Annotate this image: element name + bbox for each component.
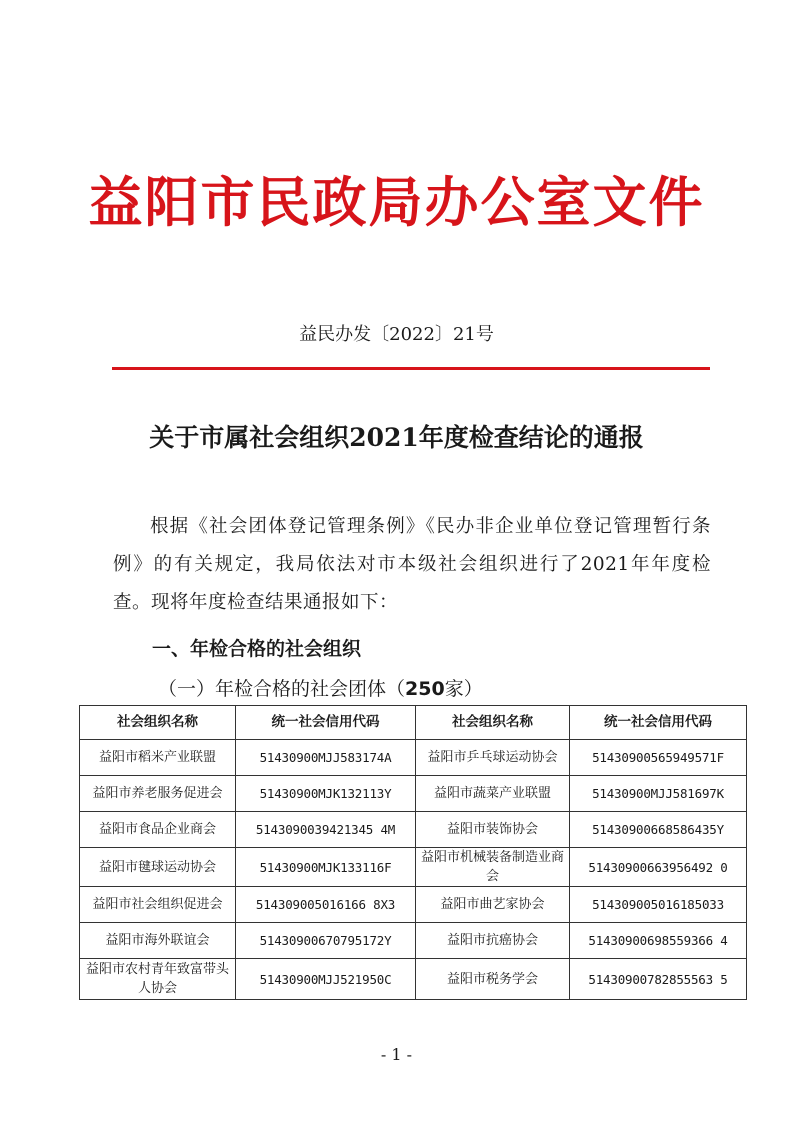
org-name: 益阳市乒乓球运动协会 [416, 740, 570, 776]
subsection-count: 250 [405, 678, 445, 700]
table-row [80, 740, 747, 776]
credit-code: 514309005016185033 [570, 887, 747, 923]
column-header: 社会组织名称 [80, 706, 236, 740]
credit-code: 51430900782855563 5 [570, 959, 747, 1000]
table-row [80, 848, 747, 887]
credit-code: 51430900565949571F [570, 740, 747, 776]
org-name: 益阳市养老服务促进会 [80, 776, 236, 812]
credit-code: 514309005016166 8X3 [236, 887, 416, 923]
org-name: 益阳市曲艺家协会 [416, 887, 570, 923]
page-number: - 1 - [380, 1045, 413, 1064]
document-number: 益民办发〔2022〕21号 [299, 324, 494, 345]
credit-code: 51430900670795172Y [236, 923, 416, 959]
credit-code: 51430900668586435Y [570, 812, 747, 848]
table-row [80, 887, 747, 923]
credit-code: 51430900MJJ581697K [570, 776, 747, 812]
org-name: 益阳市税务学会 [416, 959, 570, 1000]
section-heading: 一、年检合格的社会组织 [152, 638, 362, 660]
notice-title: 关于市属社会组织2021年度检查结论的通报 [149, 423, 644, 452]
org-name: 益阳市食品企业商会 [80, 812, 236, 848]
table-row [80, 812, 747, 848]
red-divider [112, 367, 710, 370]
table-header-row [80, 706, 747, 740]
masthead: 益阳市民政局办公室文件 [88, 171, 705, 234]
credit-code: 51430900663956492 0 [570, 848, 747, 887]
credit-code: 51430900MJK133116F [236, 848, 416, 887]
subsection-prefix: （一）年检合格的社会团体（ [158, 678, 406, 700]
subsection-heading [158, 672, 483, 706]
column-header: 社会组织名称 [416, 706, 570, 740]
org-name: 益阳市海外联谊会 [80, 923, 236, 959]
column-header: 统一社会信用代码 [570, 706, 747, 740]
org-name: 益阳市农村青年致富带头人协会 [80, 959, 236, 1000]
body-paragraph: 根据《社会团体登记管理条例》《民办非企业单位登记管理暂行条例》的有关规定，我局依法对市本级社会组织进行了2021年年度检查。现将年度检查结果通报如下： [113, 516, 711, 613]
table-row [80, 776, 747, 812]
org-name: 益阳市毽球运动协会 [80, 848, 236, 887]
org-name: 益阳市机械装备制造业商会 [416, 848, 570, 887]
org-name: 益阳市装饰协会 [416, 812, 570, 848]
credit-code: 5143090039421345 4M [236, 812, 416, 848]
credit-code: 51430900MJJ521950C [236, 959, 416, 1000]
credit-code: 51430900MJK132113Y [236, 776, 416, 812]
table-row [80, 923, 747, 959]
credit-code: 51430900MJJ583174A [236, 740, 416, 776]
subsection-suffix: 家） [444, 678, 483, 700]
column-header: 统一社会信用代码 [236, 706, 416, 740]
org-name: 益阳市社会组织促进会 [80, 887, 236, 923]
org-name: 益阳市蔬菜产业联盟 [416, 776, 570, 812]
org-name: 益阳市抗癌协会 [416, 923, 570, 959]
table-row [80, 959, 747, 1000]
org-name: 益阳市稻米产业联盟 [80, 740, 236, 776]
credit-code: 51430900698559366 4 [570, 923, 747, 959]
organizations-table [79, 705, 747, 1000]
